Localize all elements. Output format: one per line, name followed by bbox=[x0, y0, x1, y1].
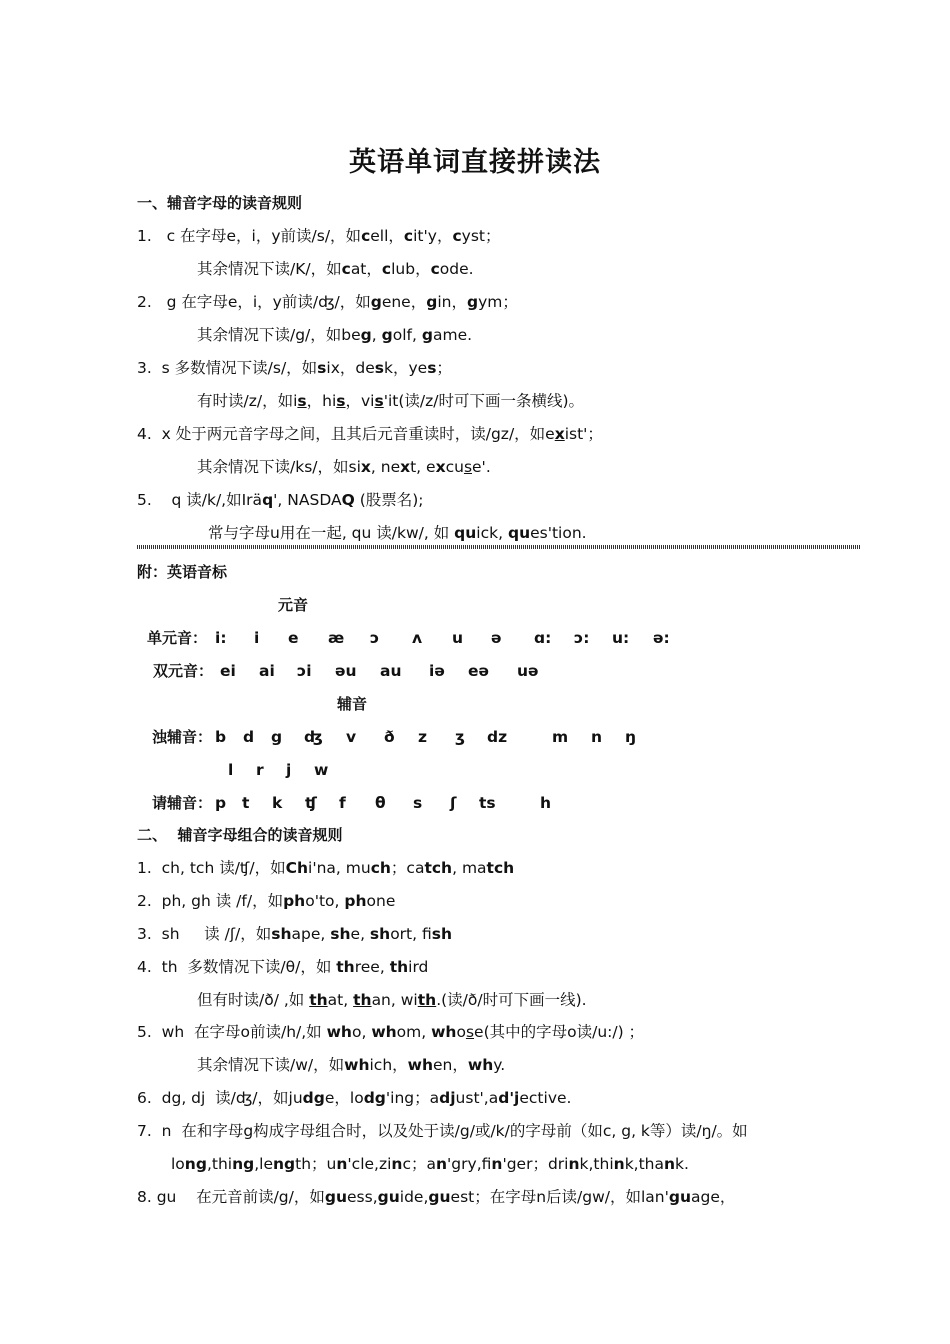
phonetic-symbol: ə: bbox=[653, 629, 670, 647]
rule-line: 5. wh 在字母o前读/h/,如 who, whom, whose(其中的字母o读/u:/) ； bbox=[137, 1023, 645, 1041]
phonetic-symbol: b bbox=[215, 728, 227, 746]
phonetic-symbol: t bbox=[242, 794, 250, 812]
phonetic-symbol: au bbox=[380, 662, 402, 680]
rule-line: 1. c 在字母e，i，y前读/s/，如cell，cit'y，cyst； bbox=[137, 227, 501, 245]
phonetic-symbol: ʒ bbox=[455, 728, 465, 746]
phonetic-symbol: ʌ bbox=[412, 629, 423, 647]
rule-line: 6. dg, dj 读/ʤ/，如judge，lodg'ing；adjust',ad'jective. bbox=[137, 1089, 572, 1107]
rule-line: 5. q 读/k/,如Iräq', NASDAQ (股票名); bbox=[137, 491, 424, 509]
phonetic-symbol: s bbox=[413, 794, 423, 812]
phonetic-symbol: r bbox=[256, 761, 264, 779]
phonetic-symbol: eə bbox=[468, 662, 490, 680]
phonetic-symbol: ai bbox=[259, 662, 275, 680]
phonetic-symbol: ð bbox=[384, 728, 395, 746]
rule-line: 但有时读/ð/ ,如 that, than, with.(读/ð/时可下画一线). bbox=[197, 991, 587, 1009]
rule-line: long,thing,length；un'cle,zinc；an'gry,fin'ger；drink,think,thank. bbox=[171, 1155, 689, 1173]
rule-line: 3. s 多数情况下读/s/，如six，desk，yes； bbox=[137, 359, 452, 377]
consonants-heading: 辅音 bbox=[337, 695, 368, 713]
phonetic-symbol: i bbox=[254, 629, 260, 647]
phonetic-symbol: ei bbox=[220, 662, 236, 680]
phonetic-symbol: u: bbox=[612, 629, 630, 647]
section2-heading: 二、 辅音字母组合的读音规则 bbox=[137, 826, 343, 844]
rule-line: 有时读/z/，如is，his，vis'it(读/z/时可下画一条横线)。 bbox=[197, 392, 585, 410]
phonetic-symbol: θ bbox=[375, 794, 386, 812]
phonetic-symbol: ə bbox=[491, 629, 502, 647]
appendix-heading: 附：英语音标 bbox=[137, 563, 228, 581]
phonetic-symbol: l bbox=[228, 761, 234, 779]
phonetic-symbol: ʤ bbox=[304, 728, 323, 746]
rule-line: 1. ch, tch 读/ʧ/，如Chi'na, much；catch, match bbox=[137, 859, 515, 877]
phonetic-symbol: dz bbox=[487, 728, 508, 746]
phonetic-symbol: g bbox=[271, 728, 283, 746]
rule-line: 2. g 在字母e，i，y前读/ʤ/，如gene，gin，gym； bbox=[137, 293, 518, 311]
rule-line: 其余情况下读/K/，如cat，club，code. bbox=[197, 260, 474, 278]
phonetic-symbol: əu bbox=[335, 662, 357, 680]
page-title: 英语单词直接拼读法 bbox=[349, 147, 601, 178]
vowels-heading: 元音 bbox=[278, 596, 309, 614]
phonetic-symbol: i: bbox=[215, 629, 227, 647]
rule-line: 4. th 多数情况下读/θ/，如 three, third bbox=[137, 958, 429, 976]
phonetic-symbol: p bbox=[215, 794, 227, 812]
phonetic-symbol: m bbox=[552, 728, 569, 746]
voiceless-label: 请辅音： bbox=[152, 794, 213, 812]
phonetic-symbol: j bbox=[286, 761, 292, 779]
phonetic-symbol: w bbox=[314, 761, 329, 779]
diphthong-label: 双元音： bbox=[153, 662, 214, 680]
phonetic-symbol: f bbox=[339, 794, 346, 812]
phonetic-symbol: ʃ bbox=[450, 794, 457, 812]
phonetic-symbol: e bbox=[288, 629, 299, 647]
phonetic-symbol: ʧ bbox=[305, 794, 317, 812]
rule-line: 4. x 处于两元音字母之间，且其后元音重读时，读/gz/，如exist'； bbox=[137, 425, 603, 443]
phonetic-symbol: ɔi bbox=[297, 662, 312, 680]
phonetic-symbol: ts bbox=[479, 794, 496, 812]
phonetic-symbol: uə bbox=[517, 662, 539, 680]
rule-line: 其余情况下读/ks/，如six, next, excuse'. bbox=[197, 458, 491, 476]
phonetic-symbol: h bbox=[540, 794, 552, 812]
monophthong-label: 单元音： bbox=[147, 629, 208, 647]
rule-line: 其余情况下读/g/，如beg, golf, game. bbox=[197, 326, 473, 344]
rule-line: 2. ph, gh 读 /f/，如pho'to, phone bbox=[137, 892, 396, 910]
phonetic-symbol: ɔ: bbox=[574, 629, 590, 647]
phonetic-symbol: ɑ: bbox=[534, 629, 552, 647]
phonetic-symbol: iə bbox=[429, 662, 445, 680]
rule-line: 8. gu 在元音前读/g/，如guess,guide,guest；在字母n后读/gw/，如lan'guage， bbox=[137, 1188, 736, 1206]
phonetic-symbol: u bbox=[452, 629, 464, 647]
section1-heading: 一、辅音字母的读音规则 bbox=[137, 194, 303, 212]
phonetic-symbol: v bbox=[346, 728, 357, 746]
phonetic-symbol: n bbox=[591, 728, 603, 746]
phonetic-symbol: k bbox=[272, 794, 283, 812]
rule-line: 其余情况下读/w/，如which，when，why. bbox=[197, 1056, 506, 1074]
rule-line: 常与字母u用在一起, qu 读/kw/, 如 quick, ques'tion. bbox=[208, 524, 587, 542]
rule-line: 7. n 在和字母g构成字母组合时，以及处于读/g/或/k/的字母前（如c, g, k等）读/ŋ/。如 bbox=[137, 1122, 748, 1140]
phonetic-symbol: æ bbox=[328, 629, 345, 647]
phonetic-symbol: ɔ bbox=[370, 629, 380, 647]
phonetic-symbol: ŋ bbox=[625, 728, 637, 746]
rule-line: 3. sh 读 /ʃ/，如shape, she, short, fish bbox=[137, 925, 453, 943]
voiced-label: 浊辅音： bbox=[152, 728, 213, 746]
phonetic-symbol: d bbox=[243, 728, 255, 746]
phonetic-symbol: z bbox=[418, 728, 428, 746]
dotted-divider bbox=[137, 545, 860, 549]
